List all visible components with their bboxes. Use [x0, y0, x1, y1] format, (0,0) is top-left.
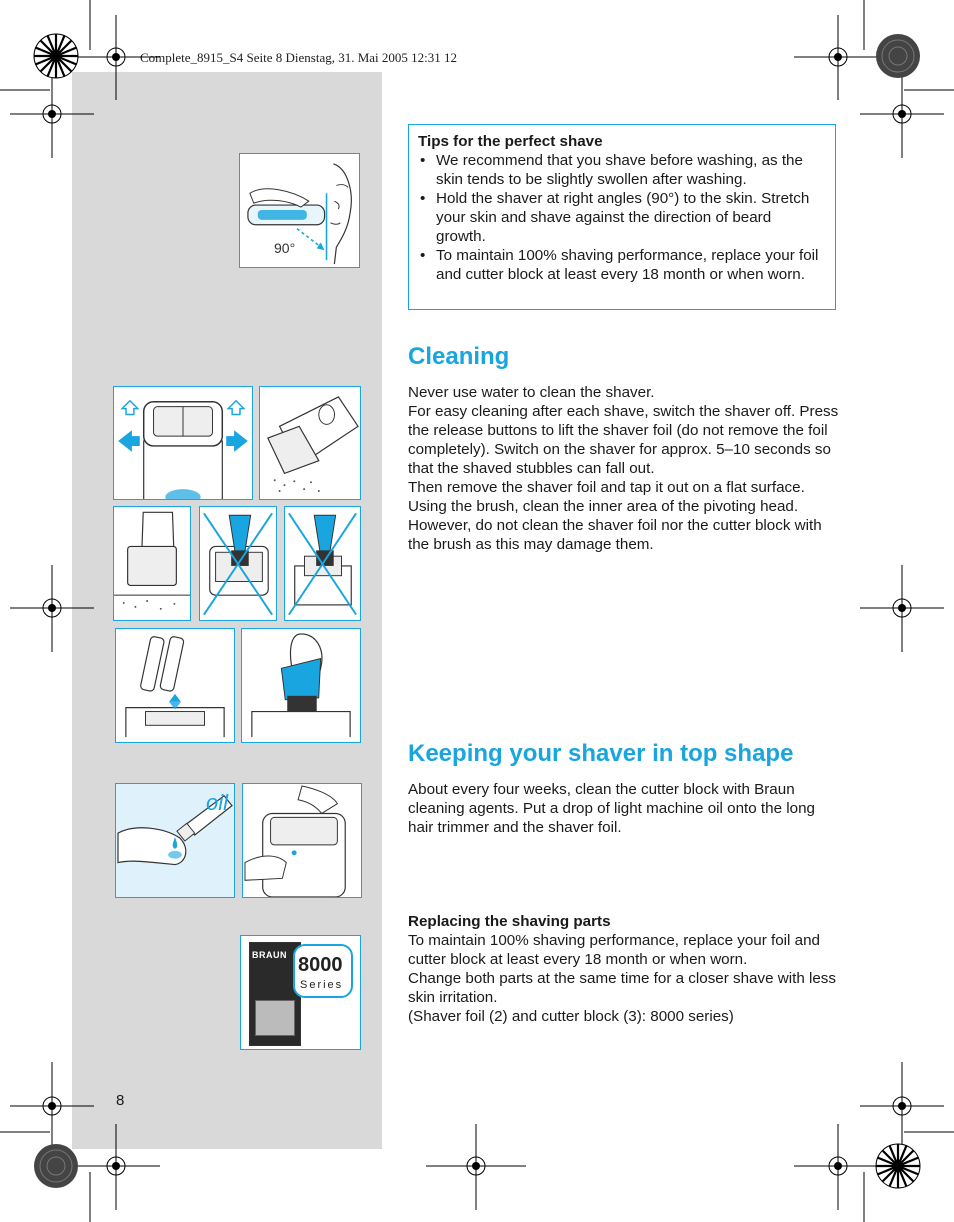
cleaning-text [408, 383, 842, 554]
tip-item: • Hold the shaver at right angles (90°) to the skin. Stretch your skin and shave against the direction of beard growth. [418, 189, 825, 246]
no-brush-foil-drawing [200, 507, 276, 620]
package-series: Series [300, 979, 344, 991]
replacing-paragraph: To maintain 100% shaving performance, replace your foil and cutter block at least every 18 month or when worn. [408, 932, 820, 968]
tips-title: Tips for the perfect shave [418, 133, 603, 150]
angle-label: 90° [274, 240, 296, 256]
tips-list [418, 151, 825, 284]
illustration-release-foil [113, 386, 253, 500]
tip-item: • To maintain 100% shaving performance, replace your foil and cutter block at least every 18 month or when worn. [418, 246, 825, 284]
oil-label: oil [206, 790, 229, 815]
illustration-stubbles-fall [259, 386, 361, 500]
cleaning-paragraph: For easy cleaning after each shave, switch the shaver off. Press the release buttons to lift the shaver foil (do not remove the foil completely). Switch on the shaver for approx. 5–10 seconds so that the shaved stubbles can fall out. [408, 403, 839, 477]
illustration-replacement-package [240, 935, 361, 1050]
release-foil-drawing [114, 387, 252, 499]
replacing-title: Replacing the shaving parts [408, 913, 611, 930]
illustration-shaving-angle [239, 153, 360, 268]
replacing-paragraph: Change both parts at the same time for a closer shave with less skin irritation. [408, 970, 836, 1006]
oil-foil-drawing [243, 784, 361, 897]
replacing-section [408, 912, 840, 1026]
illustration-brush-head [241, 628, 361, 743]
top-shape-heading: Keeping your shaver in top shape [408, 740, 794, 767]
stubbles-fall-drawing [260, 387, 360, 499]
top-shape-text: About every four weeks, clean the cutter block with Braun cleaning agents. Put a drop of light machine oil onto the long hair trimmer and the shaver foil. [408, 781, 815, 836]
illustration-no-brush-cutter [284, 506, 361, 621]
remove-cutter-drawing [116, 629, 234, 742]
illustration-oil-drop [115, 783, 235, 898]
tip-item: • We recommend that you shave before washing, as the skin tends to be slightly swollen after washing. [418, 151, 825, 189]
replacing-text [408, 931, 840, 1026]
package-number: 8000 [298, 954, 343, 976]
shaving-angle-drawing [240, 154, 359, 267]
illustration-tap-foil [113, 506, 191, 621]
package-window [255, 1000, 295, 1036]
package-brand: BRAUN [252, 950, 287, 960]
illustration-no-brush-foil [199, 506, 277, 621]
cleaning-paragraph: Never use water to clean the shaver. [408, 384, 655, 401]
tips-box [408, 124, 836, 310]
brush-head-drawing [242, 629, 360, 742]
illustration-remove-cutter [115, 628, 235, 743]
cleaning-heading: Cleaning [408, 343, 510, 370]
print-header: Complete_8915_S4 Seite 8 Dienstag, 31. Mai 2005 12:31 12 [140, 50, 458, 65]
no-brush-cutter-drawing [285, 507, 360, 620]
cleaning-paragraph: Then remove the shaver foil and tap it out on a flat surface. Using the brush, clean the inner area of the pivoting head. However, do not clean the shaver foil nor the cutter block with the brush as this may damage them. [408, 479, 822, 553]
illustration-oil-foil [242, 783, 362, 898]
page-number: 8 [116, 1092, 125, 1109]
tap-foil-drawing [114, 507, 190, 620]
replacing-paragraph: (Shaver foil (2) and cutter block (3): 8000 series) [408, 1008, 734, 1025]
